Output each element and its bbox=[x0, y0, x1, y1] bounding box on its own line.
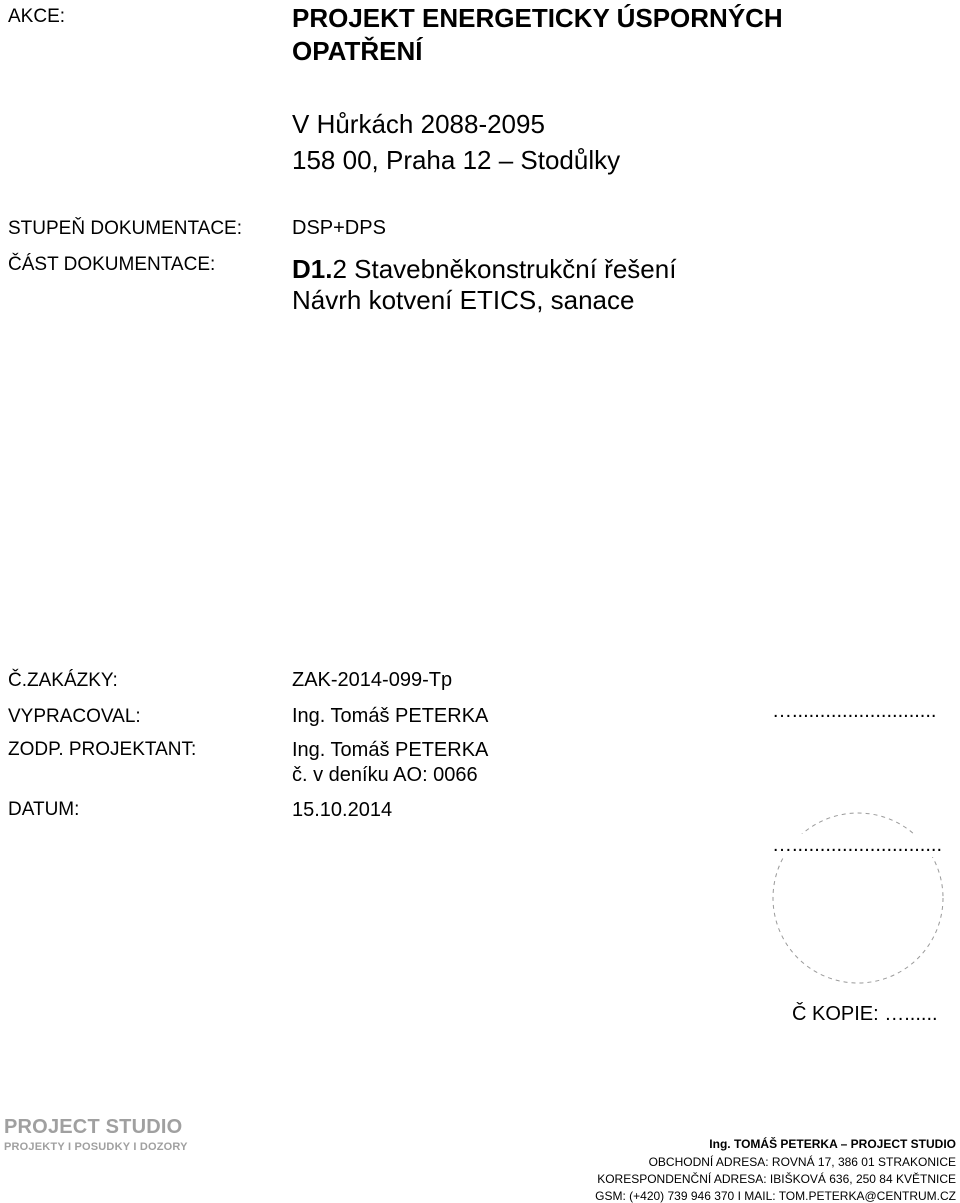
zakazky-value: ZAK-2014-099-Tp bbox=[292, 669, 453, 691]
studio-logo-subtitle: PROJEKTY I POSUDKY I DOZORY bbox=[4, 1141, 188, 1153]
address-line1: V Hůrkách 2088-2095 bbox=[292, 109, 545, 139]
zakazky-label: Č.ZAKÁZKY: bbox=[8, 670, 118, 691]
contact-line: GSM: (+420) 739 946 370 I MAIL: TOM.PETERKA@CENTRUM.CZ bbox=[595, 1189, 956, 1203]
studio-logo-title: PROJECT STUDIO bbox=[4, 1116, 183, 1138]
vypracoval-value: Ing. Tomáš PETERKA bbox=[292, 705, 489, 727]
project-title-line2: OPATŘENÍ bbox=[292, 36, 423, 66]
zodp-projektant-registration: č. v deníku AO: 0066 bbox=[292, 764, 478, 786]
vypracoval-label: VYPRACOVAL: bbox=[8, 706, 141, 727]
cast-dokumentace-value-line2: Návrh kotvení ETICS, sanace bbox=[292, 285, 635, 315]
vypracoval-signature-line: ….......................... bbox=[772, 700, 937, 722]
cast-dokumentace-label: ČÁST DOKUMENTACE: bbox=[8, 254, 216, 275]
akce-label: AKCE: bbox=[8, 6, 66, 27]
stupen-dokumentace-label: STUPEŇ DOKUMENTACE: bbox=[8, 218, 243, 239]
stamp-signature-line: …........................... bbox=[772, 834, 943, 856]
address-line2: 158 00, Praha 12 – Stodůlky bbox=[292, 145, 621, 175]
cast-code: D1. bbox=[292, 254, 333, 284]
cast-title: 2 Stavebněkonstrukční řešení bbox=[332, 254, 677, 284]
kopie-number: Č KOPIE: …...... bbox=[792, 1003, 938, 1025]
company-line: Ing. TOMÁŠ PETERKA – PROJECT STUDIO bbox=[709, 1137, 956, 1151]
project-title-line1: PROJEKT ENERGETICKY ÚSPORNÝCH bbox=[292, 3, 783, 33]
zodp-projektant-value: Ing. Tomáš PETERKA bbox=[292, 739, 489, 761]
business-address: OBCHODNÍ ADRESA: ROVNÁ 17, 386 01 STRAKONICE bbox=[648, 1155, 956, 1169]
datum-value: 15.10.2014 bbox=[292, 799, 393, 821]
datum-label: DATUM: bbox=[8, 799, 80, 820]
correspondence-address: KORESPONDENČNÍ ADRESA: IBIŠKOVÁ 636, 250 84 KVĚTNICE bbox=[597, 1172, 956, 1186]
stupen-dokumentace-value: DSP+DPS bbox=[292, 217, 386, 239]
zodp-projektant-label: ZODP. PROJEKTANT: bbox=[8, 739, 197, 760]
